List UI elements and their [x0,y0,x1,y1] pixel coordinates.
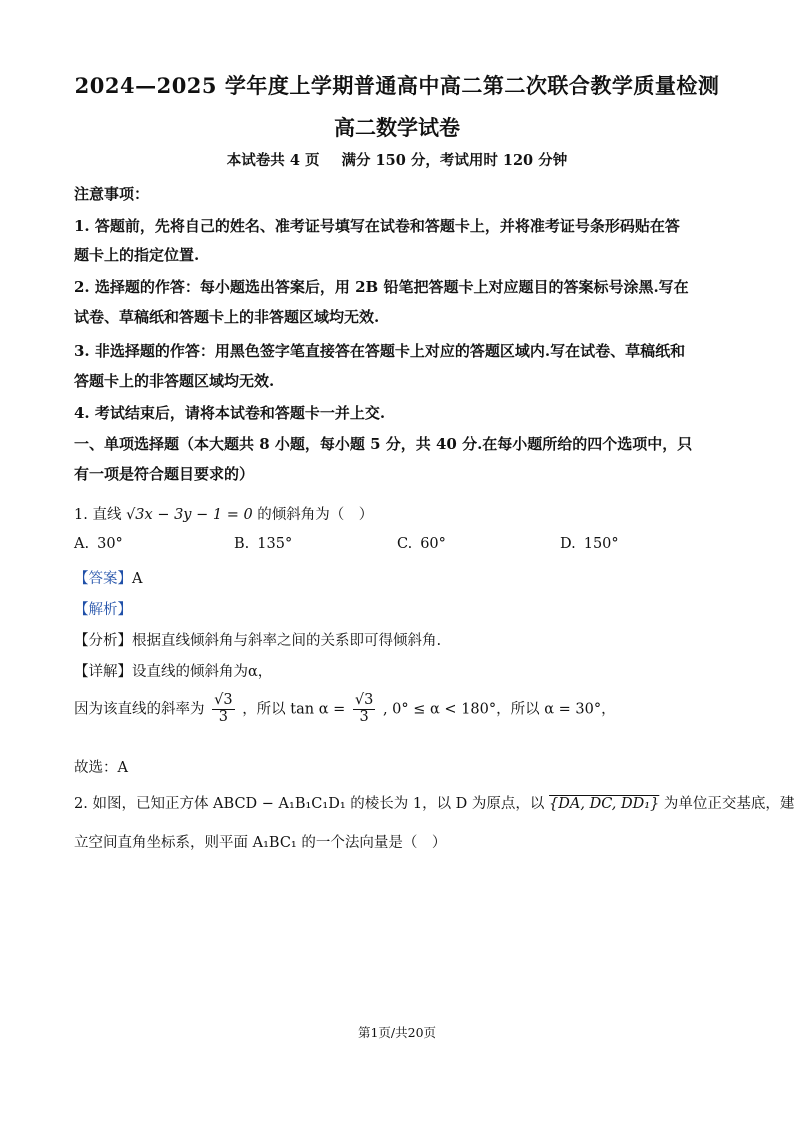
subject-title: 高二数学试卷 [334,115,460,140]
fraction-numerator: √3 [354,692,374,708]
fenxi-tag: 【分析】 [74,633,132,649]
score-time-info: 满分 150 分，考试用时 120 分钟 [341,152,568,169]
q1-prefix: 1. 直线 [74,507,122,523]
slope-line [74,693,724,726]
notes-heading: 注意事项： [74,185,150,203]
option-c [397,536,446,552]
analysis-line [74,598,724,619]
answer-line [74,567,724,588]
q2-basis: {DA, DC, DD₁} [549,796,660,812]
tan-fraction [353,693,375,726]
slope-fraction [212,693,234,726]
option-d [560,536,619,552]
note-line: 2. 选择题的作答：每小题选出答案后，用 2B 铅笔把答题卡上对应题目的答案标号涂黑.写在 [74,278,689,296]
detail-line [74,660,724,681]
option-value: 150° [583,536,619,552]
option-letter: B. [234,536,250,552]
question-1-stem [74,503,724,524]
note-line: 3. 非选择题的作答：用黑色签字笔直接答在答题卡上对应的答题区域内.写在试卷、草稿纸和 [74,342,686,360]
option-value: 30° [97,536,123,552]
fraction-numerator: √3 [214,692,233,708]
fenxi-text: 根据直线倾斜角与斜率之间的关系即可得倾斜角. [132,633,442,649]
note-line: 4. 考试结束后，请将本试卷和答题卡一并上交. [74,404,386,422]
exam-title: 2024—2025 学年度上学期普通高中高二第二次联合教学质量检测 [74,73,720,98]
note-line: 1. 答题前，先将自己的姓名、准考证号填写在试卷和答题卡上，并将准考证号条形码贴在答 [74,217,680,235]
option-value: 135° [257,536,293,552]
option-letter: D. [560,536,576,552]
option-b [234,536,292,552]
detail-text: 设直线的倾斜角为α， [132,664,273,680]
question-2-stem-cont: 立空间直角坐标系，则平面 A₁BC₁ 的一个法向量是（ ） [74,835,447,851]
detail-tag: 【详解】 [74,664,132,680]
conclusion-line: 故选：A [74,760,128,776]
question-2-stem [74,792,794,813]
exam-info [0,149,794,170]
fraction-denominator: 3 [359,708,369,725]
answer-tag: 【答案】 [74,571,132,587]
section-heading-cont: 有一项是符合题目要求的） [74,465,255,483]
note-line: 答题卡上的非答题区域均无效. [74,372,275,390]
fenxi-line [74,629,724,650]
q1-equation: √3x − 3y − 1 = 0 [126,507,253,523]
section-heading: 一、单项选择题（本大题共 8 小题，每小题 5 分，共 40 分.在每小题所给的四个选项中，只 [74,435,693,453]
q1-options [74,536,724,556]
option-letter: C. [397,536,413,552]
page-count-info: 本试卷共 4 页 [226,152,320,169]
note-line: 试卷、草稿纸和答题卡上的非答题区域均无效. [74,308,380,326]
analysis-tag: 【解析】 [74,602,132,618]
note-line: 题卡上的指定位置. [74,246,200,264]
option-value: 60° [420,536,446,552]
option-letter: A. [74,536,90,552]
slope-text-1: 因为该直线的斜率为 [74,701,205,718]
answer-value: A [132,571,143,587]
fraction-denominator: 3 [218,708,228,725]
q2-line1-prefix: 2. 如图，已知正方体 ABCD − A₁B₁C₁D₁ 的棱长为 1，以 D 为原点，以 [74,796,545,812]
q2-line1-suffix: 为单位正交基底，建 [663,796,794,812]
q1-suffix: 的倾斜角为（ ） [257,507,374,523]
slope-text-3: , 0° ≤ α < 180°，所以 α = 30°， [382,701,616,718]
slope-text-2: ，所以 tan α = [242,701,346,718]
page-footer: 第1页/共20页 [357,1025,437,1040]
option-a [74,536,123,552]
